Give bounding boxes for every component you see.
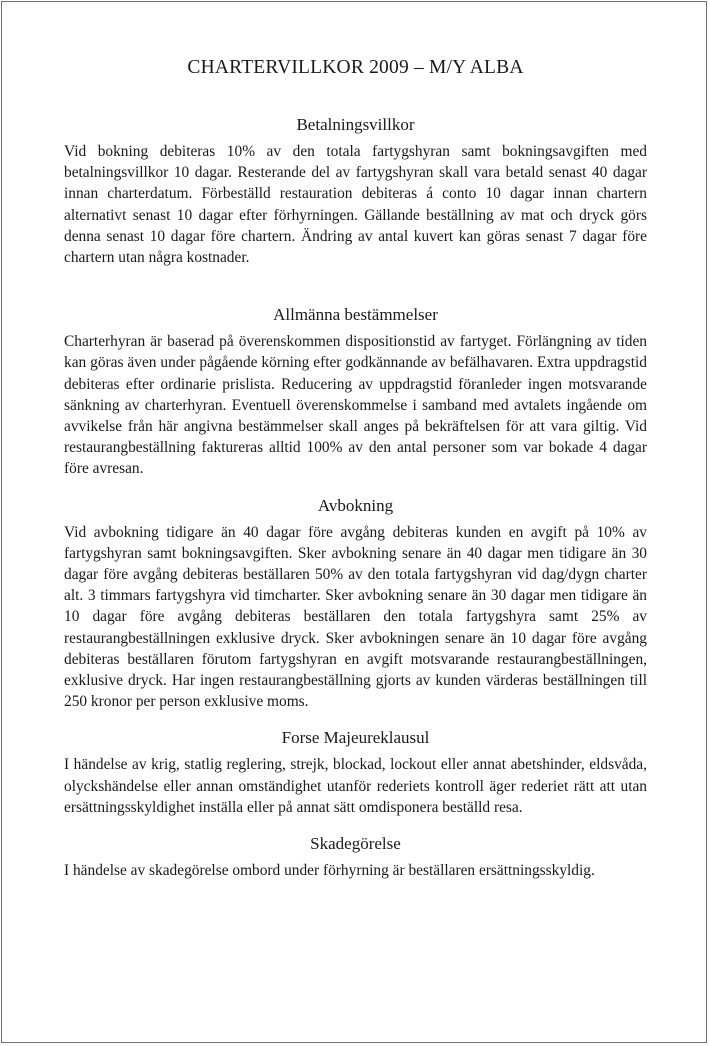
document-title: CHARTERVILLKOR 2009 – M/Y ALBA xyxy=(187,57,524,78)
section-paragraph: Vid bokning debiteras 10% av den totala fartygshyran samt bokningsavgiften med betalningsvillkor 10 dagar. Resterande del av fartygshyran skall vara betald senast 40 dagar innan charterdatum. Förbeställd restauration debiteras á conto 10 dagar innan chartern alternativt senast 10 dagar efter förhyrningen. Gällande beställning av mat och dryck görs denna senast 10 dagar före chartern. Ändring av antal kuvert kan göras senast 7 dagar före chartern utan några kostnader. xyxy=(64,143,647,267)
section-avbokning xyxy=(64,495,647,713)
section-heading: Skadegörelse xyxy=(310,834,401,854)
section-paragraph: I händelse av krig, statlig reglering, strejk, blockad, lockout eller annat abetshinder, eldsvåda, olyckshändelse eller annan omständighet utanför rederiets kontroll äger rederiet rätt att utan ersättningsskyldighet inställa eller på annat sätt omdisponera beställd resa. xyxy=(64,756,647,816)
document-body xyxy=(64,56,647,881)
section-heading: Forse Majeureklausul xyxy=(281,728,430,748)
section-heading: Betalningsvillkor xyxy=(296,115,415,134)
section-paragraph: Charterhyran är baserad på överenskommen dispositionstid av fartyget. Förlängning av tiden kan göras även under pågående körning efter godkännande av befälhavaren. Extra uppdragstid debiteras efter ordinarie prislista. Reducering av uppdragstid föranleder ingen motsvarande sänkning av charterhyran. Eventuell överenskommelse i samband med avtalets ingående om avvikelse från här angivna bestämmelser skall anges på bekräftelsen för att vara giltig. Vid restaurangbeställning faktureras alltid 100% av den antal personer som var bokade 4 dagar före avresan. xyxy=(64,333,647,478)
section-heading: Avbokning xyxy=(317,495,394,515)
section-allmanna-bestammelser xyxy=(64,304,647,479)
section-force-majeure xyxy=(64,727,647,818)
section-heading: Allmänna bestämmelser xyxy=(273,305,438,325)
section-paragraph: I händelse av skadegörelse ombord under förhyrning är beställaren ersättningsskyldig. xyxy=(64,862,595,880)
section-paragraph: Vid avbokning tidigare än 40 dagar före avgång debiteras kunden en avgift på 10% av fartygshyran samt bokningsavgiften. Sker avbokning senare än 40 dagar men tidigare än 30 dagar före avgång debiteras beställaren 50% av den totala fartygshyran vid dag/dygn charter alt. 3 timmars fartygshyra vid timcharter. Sker avbokning senare än 30 dagar men tidigare än 10 dagar före avgång debiteras beställaren den totala fartygshyra samt 25% av restaurangbeställningen exklusive dryck. Sker avbokningen senare än 10 dagar före avgång debiteras beställaren förutom fartygshyran en avgift motsvarande restaurangbeställningen, exklusive dryck. Har ingen restaurangbeställning gjorts av kunden värderas beställningen till 250 kronor per person exklusive moms. xyxy=(64,523,647,711)
section-skadegorelse xyxy=(64,833,647,881)
section-betalningsvillkor xyxy=(64,114,647,268)
